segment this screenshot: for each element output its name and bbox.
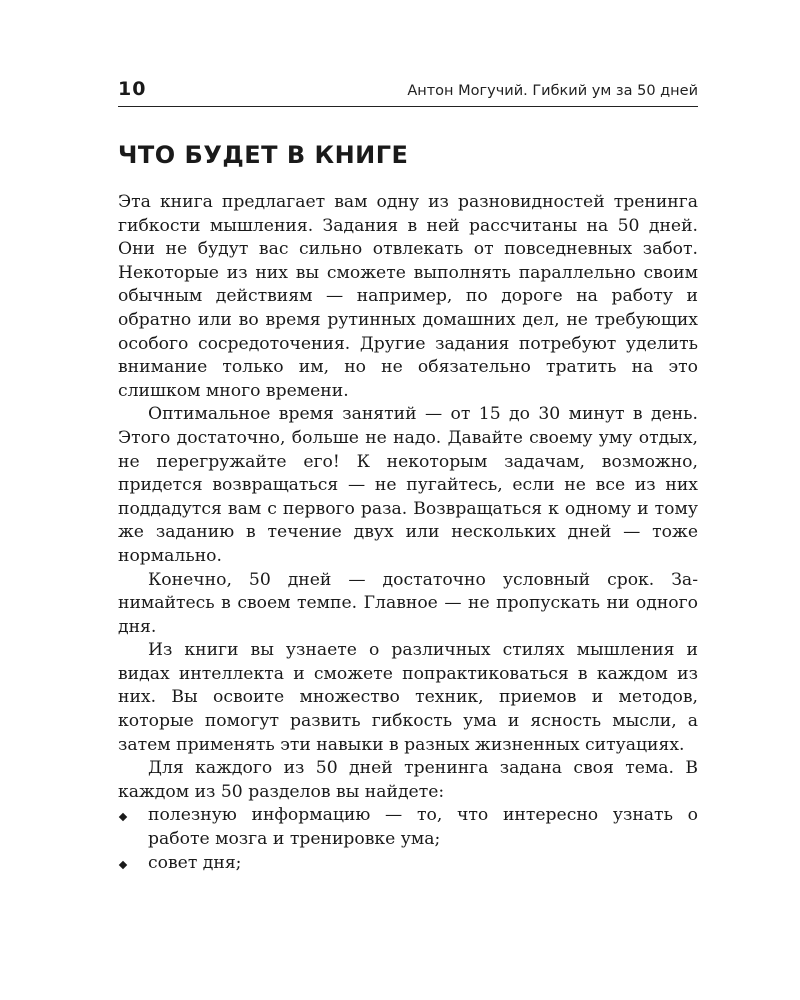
list-item xyxy=(118,804,698,851)
list-item-text: совет дня; xyxy=(148,852,242,873)
book-title: Антон Могучий. Гибкий ум за 50 дней xyxy=(407,83,698,99)
list-item xyxy=(118,852,698,876)
body-text xyxy=(118,191,698,875)
diamond-bullet-icon xyxy=(119,860,127,868)
running-header xyxy=(118,78,698,107)
bullet-list xyxy=(118,804,698,875)
book-page xyxy=(118,78,698,875)
paragraph: Для каждого из 50 дней тренинга задана своя тема. В каждом из 50 разделов вы найдете: xyxy=(118,758,698,802)
diamond-bullet-icon xyxy=(119,813,127,821)
list-item-text: полезную информацию — то, что интересно узнать о работе мозга и тренировке ума; xyxy=(148,805,698,850)
chapter-title: ЧТО БУДЕТ В КНИГЕ xyxy=(118,141,409,169)
page-number: 10 xyxy=(118,78,147,100)
paragraph: Эта книга предлагает вам одну из разновидностей тренинга гибкости мышления. Задания в ней рассчитаны на 50 дней. Они не будут вас сильно отвлекать от повседневных забот. Некоторые из них вы сможете выполнять параллельно своим обычным действиям — например, по дороге на работу и обратно или во время рутинных домашних дел, не требующих особого сосредоточения. Другие задания потребуют уделить внимание только им, но не обязательно тратить на это слишком много времени. xyxy=(118,192,698,401)
paragraph: Конечно, 50 дней — достаточно условный срок. Занимайтесь в своем темпе. Главное — не пропускать ни одного дня. xyxy=(118,569,698,637)
paragraph: Из книги вы узнаете о различных стилях мышления и видах интеллекта и сможете попрактиковаться в каждом из них. Вы освоите множество техник, приемов и методов, которые помогут развить гибкость ума и ясность мысли, а затем применять эти навыки в разных жизненных ситуациях. xyxy=(118,640,698,755)
paragraph: Оптимальное время занятий — от 15 до 30 минут в день. Этого достаточно, больше не надо. Давайте своему уму отдых, не перегружайте его! К некоторым задачам, возможно, придется возвращаться — не пугайтесь, если не все из них поддадутся вам с первого раза. Возвращаться к одному и тому же заданию в течение двух или нескольких дней — тоже нормально. xyxy=(118,404,698,566)
